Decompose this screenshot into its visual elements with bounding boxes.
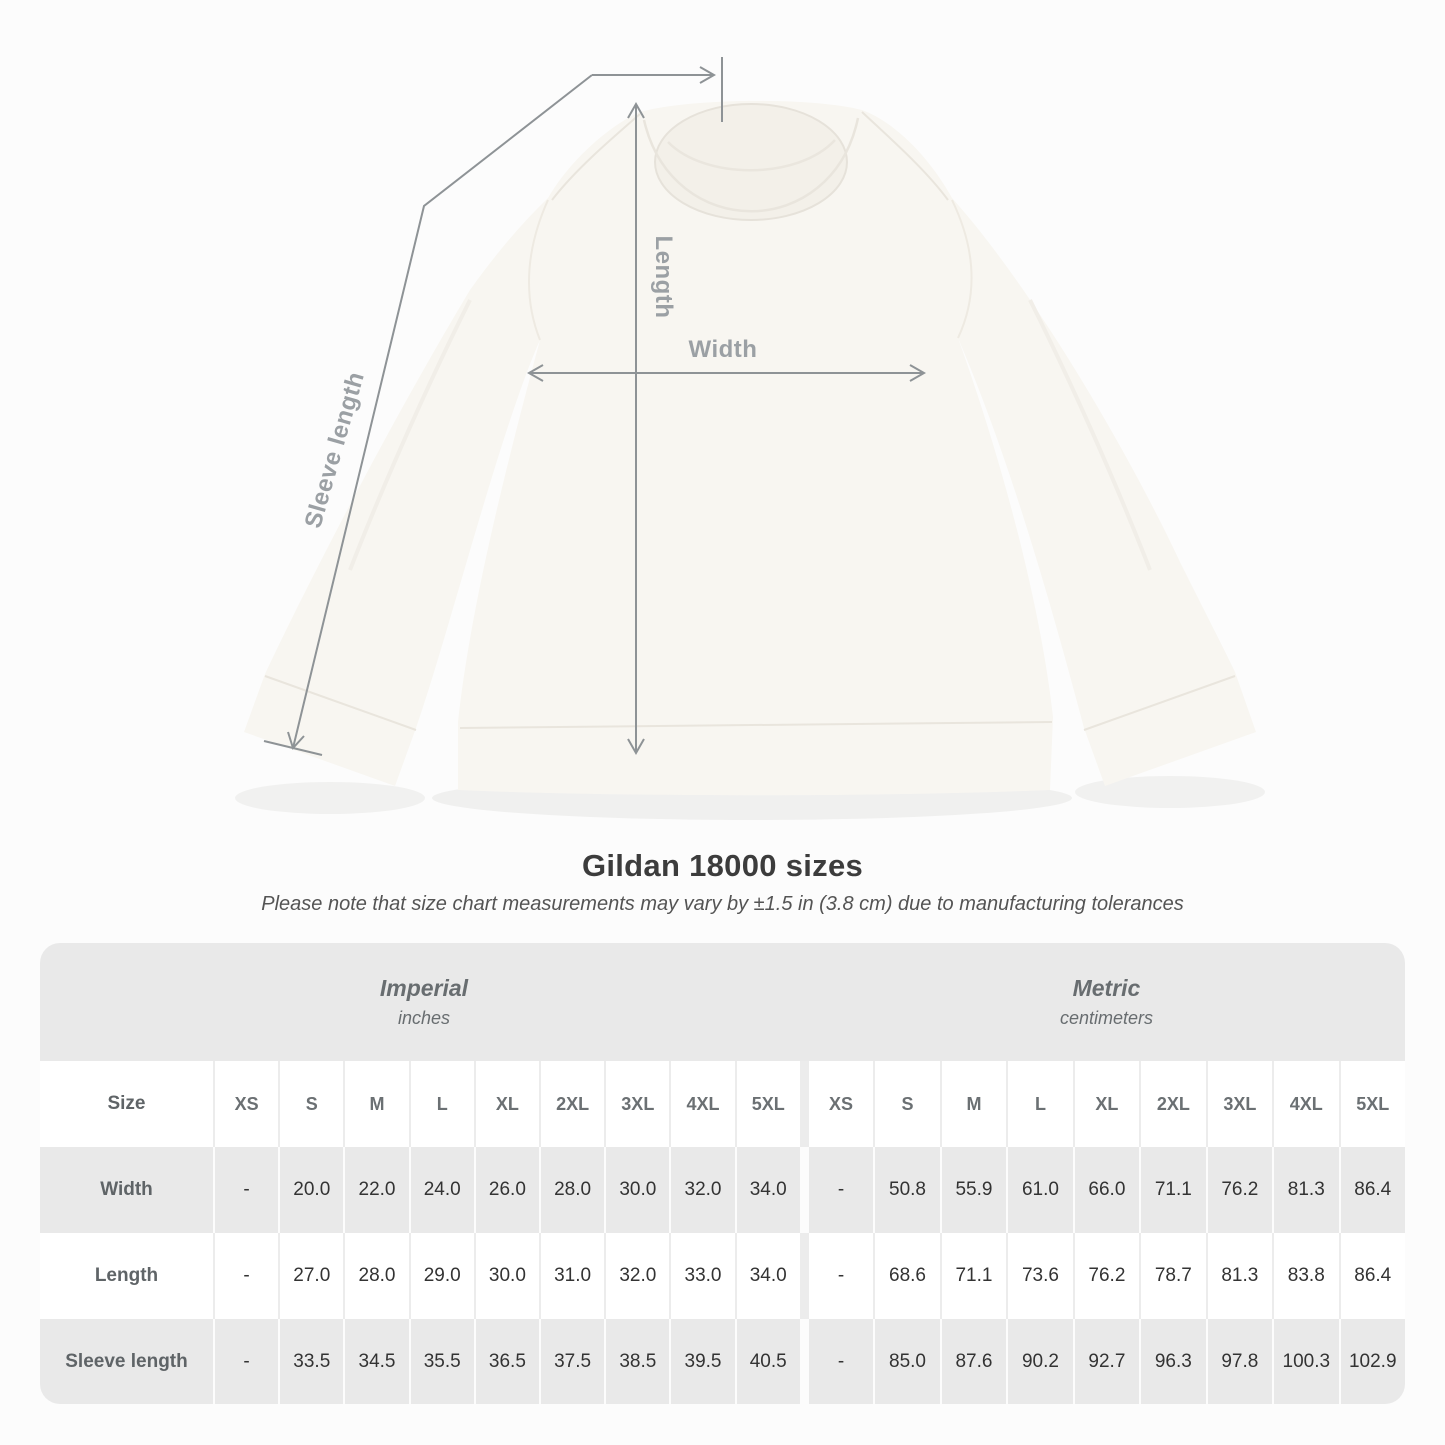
- table-cell: 29.0: [411, 1233, 474, 1319]
- table-cell: 26.0: [476, 1147, 539, 1233]
- table-cell: 68.6: [875, 1233, 939, 1319]
- table-cell: 92.7: [1075, 1319, 1139, 1404]
- table-cell: 24.0: [411, 1147, 474, 1233]
- half-gap: [802, 1147, 807, 1233]
- size-header-metric: S: [875, 1061, 939, 1147]
- collar-opening: [655, 104, 847, 220]
- table-cell: 30.0: [476, 1233, 539, 1319]
- size-header-metric: 2XL: [1141, 1061, 1205, 1147]
- size-header-metric: XS: [809, 1061, 873, 1147]
- table-cell: 71.1: [942, 1233, 1006, 1319]
- table-cell: -: [809, 1147, 873, 1233]
- table-cell: 90.2: [1008, 1319, 1072, 1404]
- table-cell: 83.8: [1274, 1233, 1338, 1319]
- size-header-metric: 5XL: [1341, 1061, 1405, 1147]
- table-cell: 27.0: [280, 1233, 343, 1319]
- table-cell: 85.0: [875, 1319, 939, 1404]
- size-header-metric: M: [942, 1061, 1006, 1147]
- table-cell: 97.8: [1208, 1319, 1272, 1404]
- table-cell: -: [215, 1319, 278, 1404]
- table-cell: -: [215, 1233, 278, 1319]
- row-label: Width: [40, 1147, 213, 1233]
- row-label: Sleeve length: [40, 1319, 213, 1404]
- table-cell: 32.0: [671, 1147, 734, 1233]
- table-cell: -: [809, 1233, 873, 1319]
- sleeve-length-label: Sleeve length: [299, 368, 370, 532]
- table-cell: 35.5: [411, 1319, 474, 1404]
- table-cell: 96.3: [1141, 1319, 1205, 1404]
- table-cell: -: [215, 1147, 278, 1233]
- size-header-row: [40, 1061, 1405, 1147]
- size-header-imperial: XS: [215, 1061, 278, 1147]
- table-cell: 61.0: [1008, 1147, 1072, 1233]
- table-cell: 33.5: [280, 1319, 343, 1404]
- size-header-imperial: 3XL: [606, 1061, 669, 1147]
- table-cell: 40.5: [737, 1319, 800, 1404]
- table-cell: -: [809, 1319, 873, 1404]
- table-cell: 36.5: [476, 1319, 539, 1404]
- table-cell: 100.3: [1274, 1319, 1338, 1404]
- size-header-metric: 3XL: [1208, 1061, 1272, 1147]
- table-cell: 34.0: [737, 1233, 800, 1319]
- page-title: Gildan 18000 sizes: [581, 848, 864, 883]
- table-cell: 22.0: [345, 1147, 408, 1233]
- table-cell: 28.0: [541, 1147, 604, 1233]
- size-header-imperial: M: [345, 1061, 408, 1147]
- table-cell: 87.6: [942, 1319, 1006, 1404]
- unit-group-header: [40, 943, 1405, 1061]
- width-label: Width: [688, 336, 758, 363]
- metric-label: Metric: [1072, 975, 1141, 1001]
- size-header-imperial: 4XL: [671, 1061, 734, 1147]
- size-header-imperial: 2XL: [541, 1061, 604, 1147]
- table-row-width: [40, 1147, 1405, 1233]
- table-cell: 37.5: [541, 1319, 604, 1404]
- size-header-imperial: S: [280, 1061, 343, 1147]
- row-label: Length: [40, 1233, 213, 1319]
- metric-group: [808, 943, 1405, 1061]
- imperial-sublabel: inches: [397, 1008, 450, 1028]
- table-cell: 34.0: [737, 1147, 800, 1233]
- size-header-imperial: L: [411, 1061, 474, 1147]
- table-row-length: [40, 1233, 1405, 1319]
- table-cell: 78.7: [1141, 1233, 1205, 1319]
- cuff-shadow-left: [235, 782, 425, 814]
- half-gap: [802, 1061, 807, 1147]
- metric-sublabel: centimeters: [1059, 1008, 1153, 1028]
- table-cell: 32.0: [606, 1233, 669, 1319]
- size-header-imperial: XL: [476, 1061, 539, 1147]
- table-cell: 71.1: [1141, 1147, 1205, 1233]
- table-cell: 28.0: [345, 1233, 408, 1319]
- table-cell: 39.5: [671, 1319, 734, 1404]
- table-cell: 38.5: [606, 1319, 669, 1404]
- size-column-header: Size: [40, 1061, 213, 1147]
- table-cell: 86.4: [1341, 1147, 1405, 1233]
- table-cell: 76.2: [1075, 1233, 1139, 1319]
- table-row-sleeve-length: [40, 1319, 1405, 1404]
- imperial-group: [40, 943, 808, 1061]
- table-cell: 33.0: [671, 1233, 734, 1319]
- table-cell: 50.8: [875, 1147, 939, 1233]
- table-cell: 20.0: [280, 1147, 343, 1233]
- size-header-metric: XL: [1075, 1061, 1139, 1147]
- half-gap: [802, 1233, 807, 1319]
- table-cell: 81.3: [1274, 1147, 1338, 1233]
- table-cell: 66.0: [1075, 1147, 1139, 1233]
- size-header-metric: 4XL: [1274, 1061, 1338, 1147]
- size-header-imperial: 5XL: [737, 1061, 800, 1147]
- size-header-metric: L: [1008, 1061, 1072, 1147]
- size-table: [40, 943, 1405, 1404]
- table-cell: 86.4: [1341, 1233, 1405, 1319]
- page-subtitle: Please note that size chart measurements may vary by ±1.5 in (3.8 cm) due to manufacturing tolerances: [261, 893, 1184, 915]
- half-gap: [802, 1319, 807, 1404]
- table-cell: 34.5: [345, 1319, 408, 1404]
- table-cell: 102.9: [1341, 1319, 1405, 1404]
- imperial-label: Imperial: [379, 975, 469, 1001]
- table-cell: 31.0: [541, 1233, 604, 1319]
- table-cell: 73.6: [1008, 1233, 1072, 1319]
- table-cell: 81.3: [1208, 1233, 1272, 1319]
- table-cell: 55.9: [942, 1147, 1006, 1233]
- table-cell: 76.2: [1208, 1147, 1272, 1233]
- length-label: Length: [650, 235, 677, 319]
- table-cell: 30.0: [606, 1147, 669, 1233]
